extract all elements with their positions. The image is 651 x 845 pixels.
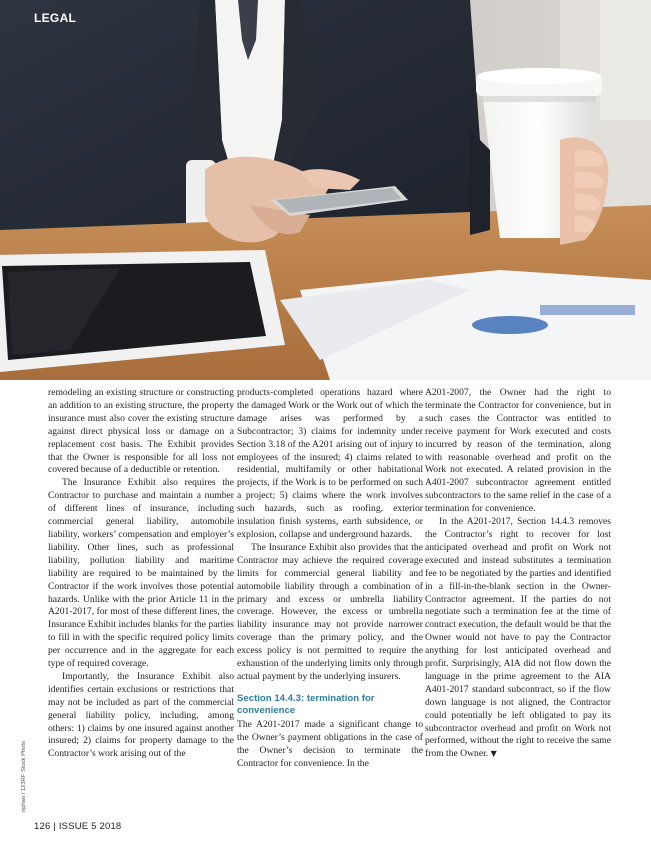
section-heading: Section 14.4.3: termination for convenience — [237, 692, 375, 717]
hero-photo — [0, 0, 651, 380]
page-footer — [34, 821, 121, 832]
article-column-3 — [425, 387, 611, 761]
paragraph: The A201-2017 made a significant change to the Owner’s payment obligations in the case of the Owner’s decision to terminate the Contractor for convenience. In the — [237, 718, 423, 769]
paragraph: A201-2007, the Owner had the right to terminate the Contractor for convenience, but in such cases the Contractor was entitled to receive payment for Work executed and costs incurred by reason of the termination, along with reasonable overhead and profit on the Work not executed. A related provision in the A401-2007 subcontractor agreement entitled subcontractors to the same relief in the case of a termination for convenience. — [425, 387, 611, 515]
end-of-article-icon: ▼ — [490, 749, 497, 759]
section-tag: LEGAL — [34, 11, 77, 25]
paragraph: products-completed operations hazard where the damaged Work or the Work out of which the damage arises was performed by a Subcontractor; 3) claims for indemnity under Section 3.18 of the A201 arising out of injury to employees of the insured; 4) claims related to residential, multifamily or other habitational projects, if the Work is to be performed on such a project; 5) claims where the work involves such hazards, such as roofing, exterior insulation finish systems, earth subsidence, or explosion, collapse and underground hazards. — [237, 387, 423, 540]
paragraph: Importantly, the Insurance Exhibit also identifies certain exclusions or restrictions that may not be included as part of the commercial general liability policy, including, among others: 1) claims by one insured against another insured; 2) claims for property damage to the Contractor’s work arising out of the — [48, 670, 234, 760]
footer-separator: | — [53, 821, 56, 832]
businessman-phone-coffee-image — [0, 0, 651, 380]
photo-credit: nphan / 123RF Stock Photo — [21, 740, 27, 812]
paragraph: The Insurance Exhibit also provides that the Contractor may achieve the required coverage limits for commercial general liability and automobile liability through a combination of primary and excess or umbrella liability coverage. However, the excess or umbrella liability insurance may not provide narrower coverage than the primary policy, and the excess policy is not permitted to require the exhaustion of the underlying limits only through actual payment by the underlying insurers. — [237, 541, 423, 682]
page-number: 126 — [34, 821, 51, 832]
paragraph: The Insurance Exhibit also requires the Contractor to purchase and maintain a number of different lines of insurance, including commercial general liability, automobile liability, workers’ compensation and employer’s liability. Other lines, such as professional liability, pollution liability and maritime liability are required to be maintained by the Contractor if the work involves those potential hazards. Unlike with the prior Article 11 in the A201-2017, for most of these different lines, the Insurance Exhibit includes blanks for the parties to fill in with the specific required policy limits per occurrence and in the aggregate for each type of required coverage. — [48, 477, 234, 670]
article-column-2 — [237, 387, 423, 770]
issue-label: ISSUE 5 2018 — [58, 821, 122, 832]
article-column-1 — [48, 387, 234, 761]
paragraph — [425, 516, 611, 761]
paragraph: remodeling an existing structure or constructing an addition to an existing structure, the property insurance must also cover the existing structure against direct physical loss or damage on a replacement cost basis. The Exhibit provides that the Owner is responsible for all loss not covered because of a deductible or retention. — [48, 387, 234, 476]
paragraph-text: In the A201-2017, Section 14.4.3 removes the Contractor’s right to recover for lost anticipated overhead and profit on Work not executed and instead substitutes a termination fee to be negotiated by the parties and identified in a fill-in-the-blank section in the Owner-Contractor agreement. If the parties do not negotiate such a termination fee at the time of contract execution, the default would be that the Owner would not have to pay the Contractor anything for lost anticipated overhead and profit. Surprisingly, AIA did not flow down the language in the prime agreement to the AIA A401-2017 standard subcontract, so if the flow down language is not aligned, the Contractor could potentially be left obligated to pay its subcontractor overhead and profit on Work not performed, without the right to receive the same from the Owner. — [425, 516, 611, 760]
